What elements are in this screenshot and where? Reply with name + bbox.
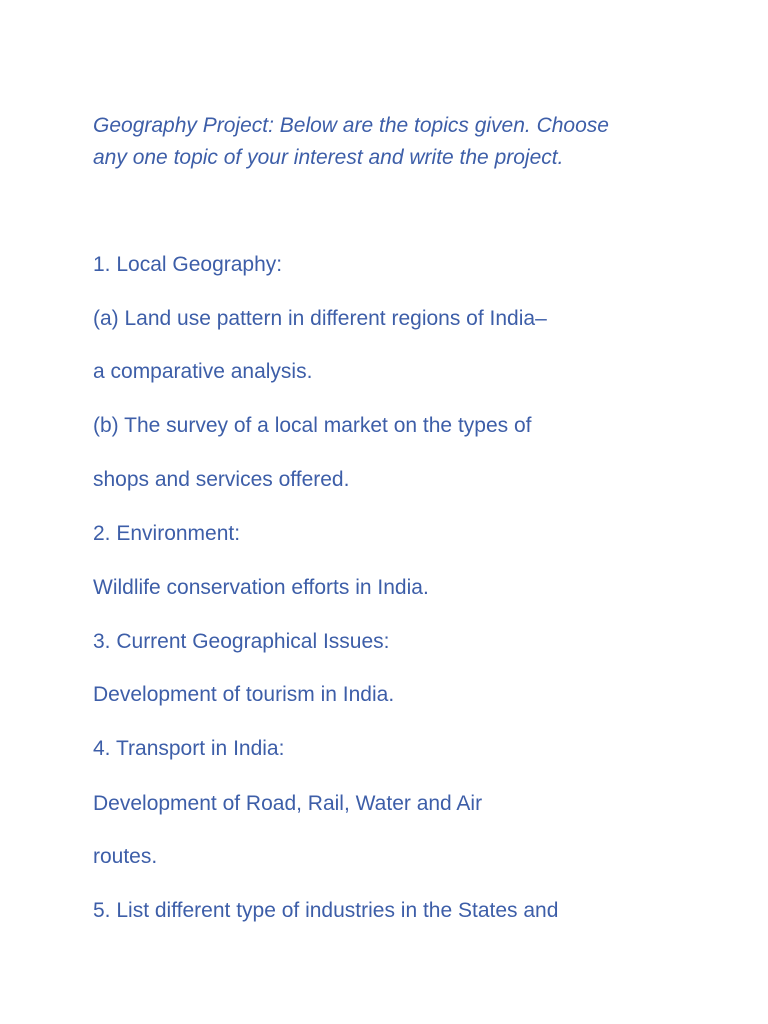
topic-item-tourism: Development of tourism in India.: [93, 683, 395, 706]
intro-line-2: any one topic of your interest and write the project.: [93, 146, 564, 169]
topic-heading-current-issues: 3. Current Geographical Issues:: [93, 630, 390, 653]
topic-heading-transport: 4. Transport in India:: [93, 737, 285, 760]
topic-heading-industries: 5. List different type of industries in the States and: [93, 899, 559, 922]
topic-item-land-use-continued: a comparative analysis.: [93, 360, 313, 383]
topic-item-wildlife: Wildlife conservation efforts in India.: [93, 576, 429, 599]
topic-item-routes: Development of Road, Rail, Water and Air: [93, 792, 483, 815]
topic-item-local-market: (b) The survey of a local market on the types of: [93, 414, 532, 437]
topic-heading-environment: 2. Environment:: [93, 522, 241, 545]
intro-line-1: Geography Project: Below are the topics given. Choose: [93, 114, 609, 137]
topic-heading-local-geography: 1. Local Geography:: [93, 253, 283, 276]
topic-item-local-market-continued: shops and services offered.: [93, 468, 350, 491]
topic-item-land-use: (a) Land use pattern in different regions of India–: [93, 307, 547, 330]
project-intro: [93, 110, 673, 174]
topic-item-routes-continued: routes.: [93, 845, 158, 868]
